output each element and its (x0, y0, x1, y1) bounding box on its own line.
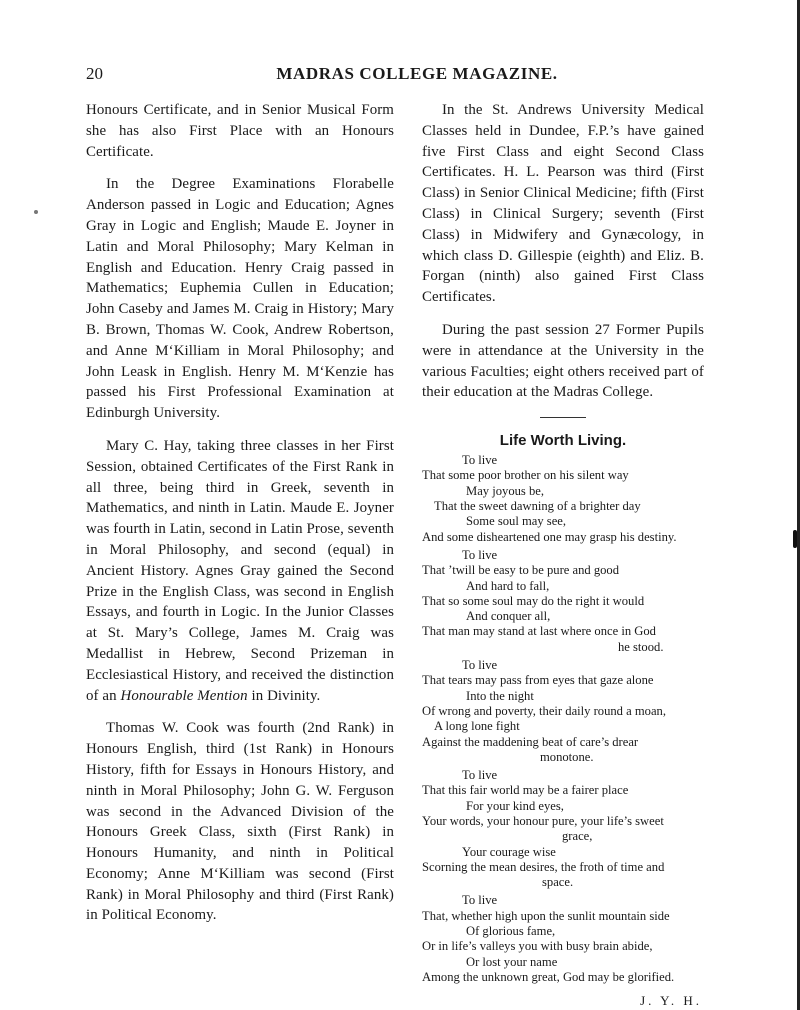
poem-stanza (422, 893, 704, 985)
paragraph-honours-certificate: Honours Certificate, and in Senior Musical Form she has also First Place with an Honours Certificate. (86, 102, 394, 160)
poem-line: Scorning the mean desires, the froth of time and (422, 859, 665, 874)
page-number: 20 (86, 64, 103, 83)
poem-stanza (422, 658, 704, 765)
poem-line: May joyous be, (466, 483, 545, 498)
poem-line: That, whether high upon the sunlit mountain side (422, 908, 670, 923)
paragraph-thomas-cook: Thomas W. Cook was fourth (2nd Rank) in Honours English, third (1st Rank) in Honours History, fifth for Essays in Honours History, and ninth in Moral Philosophy; John G. W. Ferguson was second in the Advanced Division of the Honours Greek Class, sixth (First Rank) in Honours Humanity, and ninth in Political Economy; Anne M‘Killiam was second (First Rank) in Moral Philosophy and third (First Rank) in Political Economy. (86, 720, 394, 924)
section-divider (540, 417, 586, 418)
poem-line: Among the unknown great, God may be glorified. (422, 969, 675, 984)
poem-line: To live (462, 453, 498, 468)
right-column (422, 100, 704, 1009)
poem-body (422, 453, 704, 985)
poem-line: And hard to fall, (466, 578, 550, 593)
poem-line: he stood. (618, 639, 664, 654)
poem-line: space. (542, 875, 574, 890)
poem-stanza (422, 768, 704, 890)
poem-line: And conquer all, (466, 609, 551, 624)
poem-line: That the sweet dawning of a brighter day (434, 499, 641, 514)
paragraph-degree-examinations: In the Degree Examinations Florabelle Anderson passed in Logic and Education; Agnes Gray in Logic and English; Maude E. Joyner in Latin and Moral Philosophy; Mary Kelman in English and Education. Henry Craig passed in Mathematics; Euphemia Cullen in Education; John Caseby and James M. Craig in History; Mary B. Brown, Thomas W. Cook, Andrew Robertson, and Anne M‘Killiam in Moral Philosophy; and John Leask in English. Henry M. M‘Kenzie has passed his First Professional Examination at Edinburgh University. (86, 176, 394, 422)
poem-line: That man may stand at last where once in God (422, 624, 656, 639)
poem-line: Into the night (466, 688, 534, 703)
poem-line: Or lost your name (466, 954, 558, 969)
poem-line: That some poor brother on his silent way (422, 468, 629, 483)
paragraph-former-pupils: During the past session 27 Former Pupils were in attendance at the University in the various Faculties; eight others received part of their education at the Madras College. (422, 321, 704, 401)
poem-line: That so some soul may do the right it would (422, 593, 645, 608)
poem-signature: J. Y. H. (640, 993, 702, 1009)
poem-line: Your courage wise (462, 844, 556, 859)
poem-line: Of glorious fame, (466, 924, 556, 939)
poem-line: That ’twill be easy to be pure and good (422, 563, 620, 578)
paragraph-mary-hay-end: in Divinity. (251, 687, 321, 704)
poem-line: To live (462, 547, 498, 562)
paragraph-mary-hay-text: Mary C. Hay, taking three classes in her First Session, obtained Certificates of the First Rank in all three, being third in Greek, seventh in Mathematics, and ninth in Latin. Maude E. Joyner was fourth in Latin, second in Latin Prose, seventh in Moral Philosophy, and second (equal) in Ancient History. Agnes Gray gained the Second Prize in the English Class, was second in English Essays, and fourth in Logic. In the Junior Classes at St. Mary’s College, James M. Craig was Medallist in Hebrew, Second Prizeman in Ecclesiastical History, and received the distinction of an (86, 437, 394, 704)
poem-line: Against the maddening beat of care’s drear (422, 734, 639, 749)
poem-line: Or in life’s valleys you with busy brain abide, (422, 939, 653, 954)
poem-line: Some soul may see, (466, 514, 567, 529)
poem-line: To live (462, 658, 498, 673)
poem-line: And some disheartened one may grasp his destiny. (422, 529, 677, 544)
paragraph-medical-classes: In the St. Andrews University Medical Classes held in Dundee, F.P.’s have gained five First Class and eight Second Class Certificates. H. L. Pearson was third (First Class) in Senior Clinical Medicine; fifth (First Class) in Clinical Surgery; seventh (First Class) in Midwifery and Gynæcology, in which class D. Gillespie (eighth) and Eliz. B. Forgan (ninth) also gained First Class Certificates. (422, 102, 704, 306)
poem-line: For your kind eyes, (466, 798, 564, 813)
poem-line: A long lone fight (434, 719, 520, 734)
running-head: MADRAS COLLEGE MAGAZINE. (276, 64, 558, 83)
binding-mark (793, 530, 797, 548)
poem-stanza (422, 548, 704, 655)
ink-speck (34, 210, 38, 214)
left-column (86, 100, 394, 938)
poem-line: grace, (562, 829, 593, 844)
poem-line: That this fair world may be a fairer place (422, 783, 629, 798)
poem-line: To live (462, 893, 498, 908)
poem-line: monotone. (540, 749, 594, 764)
poem-line: Of wrong and poverty, their daily round a moan, (422, 703, 666, 718)
paragraph-mary-hay (86, 436, 394, 706)
poem-title: Life Worth Living. (499, 432, 627, 450)
poem-line: Your words, your honour pure, your life’s sweet (422, 813, 664, 828)
poem-line: That tears may pass from eyes that gaze alone (422, 673, 654, 688)
honourable-mention-italic: Honourable Mention (120, 687, 248, 704)
poem-stanza (422, 453, 704, 545)
poem-line: To live (462, 768, 498, 783)
